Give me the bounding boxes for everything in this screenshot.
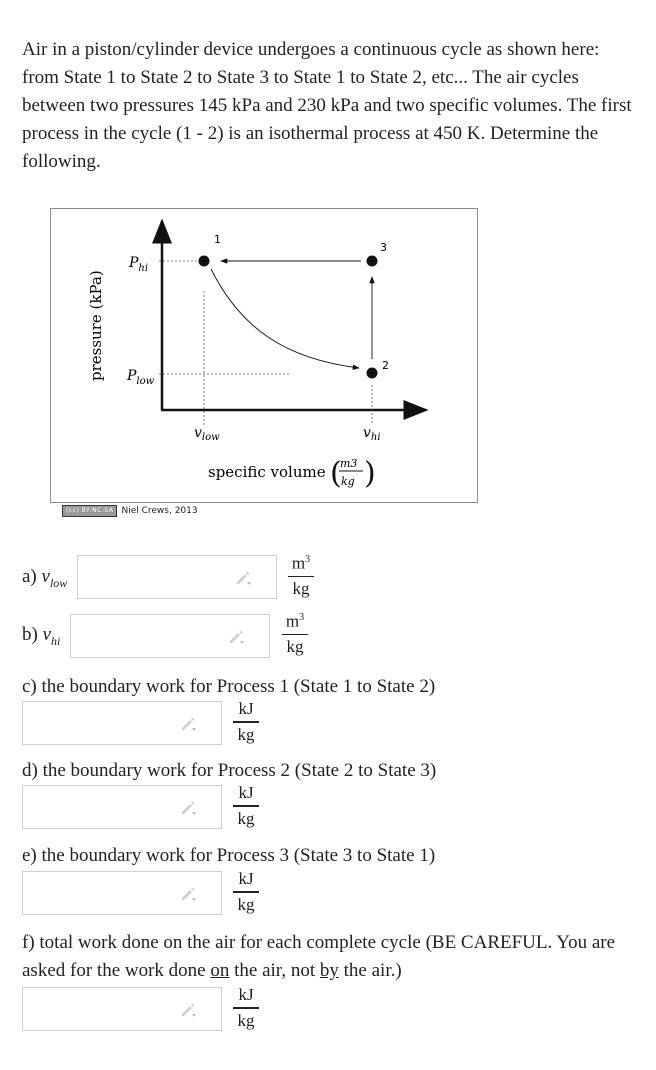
pencil-edit-icon[interactable] bbox=[234, 569, 252, 587]
answer-f-input[interactable] bbox=[22, 987, 222, 1031]
state-2-point bbox=[367, 368, 378, 379]
svg-text:): ) bbox=[364, 456, 376, 491]
p-low-label: $P_{low}$ bbox=[127, 368, 155, 387]
process-1-2-curve bbox=[211, 269, 359, 368]
question-f-text: f) total work done on the air for each complete cycle (BE CAREFUL. You are asked for the work done on the air, not by the air.) bbox=[22, 932, 616, 981]
state-2-label: 2 bbox=[382, 359, 389, 372]
svg-text:(: ( bbox=[330, 456, 342, 491]
question-b-label: b) $v_{hi}$ bbox=[22, 624, 61, 648]
answer-b-unit: $m^3$ kg bbox=[280, 608, 310, 657]
question-e-text: e) the boundary work for Process 3 (State 3 to State 1) bbox=[22, 845, 436, 866]
state-3-label: 3 bbox=[380, 241, 387, 254]
v-low-label: $v_{low}$ bbox=[194, 425, 220, 443]
answer-a-input[interactable] bbox=[77, 555, 277, 599]
y-axis-title: pressure (kPa) bbox=[87, 270, 105, 381]
cc-license-badge: (cc) BY-NC-SA bbox=[62, 505, 117, 517]
question-d-text: d) the boundary work for Process 2 (State 2 to State 3) bbox=[22, 760, 437, 781]
answer-e-unit: kJ kg bbox=[231, 869, 261, 915]
pv-diagram-svg bbox=[51, 209, 477, 502]
x-unit-den: kg bbox=[341, 475, 355, 488]
question-c-text: c) the boundary work for Process 1 (State 1 to State 2) bbox=[22, 676, 436, 697]
x-axis-title: specific volume bbox=[208, 463, 326, 481]
answer-a-unit: $m^3$ kg bbox=[286, 550, 316, 599]
pencil-edit-icon[interactable] bbox=[179, 715, 197, 733]
license-credit bbox=[62, 505, 198, 517]
question-a-label: a) $v_{low}$ bbox=[22, 566, 68, 590]
answer-d-input[interactable] bbox=[22, 785, 222, 829]
p-hi-label: $P_{hi}$ bbox=[129, 255, 149, 274]
credit-author: Niel Crews, 2013 bbox=[121, 506, 198, 516]
state-3-point bbox=[367, 256, 378, 267]
pencil-edit-icon[interactable] bbox=[179, 885, 197, 903]
answer-e-input[interactable] bbox=[22, 871, 222, 915]
v-hi-label: $v_{hi}$ bbox=[363, 425, 381, 443]
pencil-edit-icon[interactable] bbox=[179, 1001, 197, 1019]
state-1-label: 1 bbox=[214, 233, 221, 246]
x-unit-num: m3 bbox=[340, 457, 358, 470]
pencil-edit-icon[interactable] bbox=[227, 628, 245, 646]
answer-c-unit: kJ kg bbox=[231, 699, 261, 745]
answer-d-unit: kJ kg bbox=[231, 783, 261, 829]
state-1-point bbox=[199, 256, 210, 267]
pv-diagram bbox=[50, 208, 478, 503]
pencil-edit-icon[interactable] bbox=[179, 799, 197, 817]
answer-b-input[interactable] bbox=[70, 614, 270, 658]
answer-c-input[interactable] bbox=[22, 701, 222, 745]
answer-f-unit: kJ kg bbox=[231, 985, 261, 1031]
problem-statement: Air in a piston/cylinder device undergoes a continuous cycle as shown here: from State 1 to State 2 to State 3 to State 1 to State 2, etc... The air cycles between two pressures 145 kPa and 230 kPa and two specific volumes. The first process in the cycle (1 - 2) is an isothermal process at 450 K. Determine the following. bbox=[22, 39, 632, 172]
